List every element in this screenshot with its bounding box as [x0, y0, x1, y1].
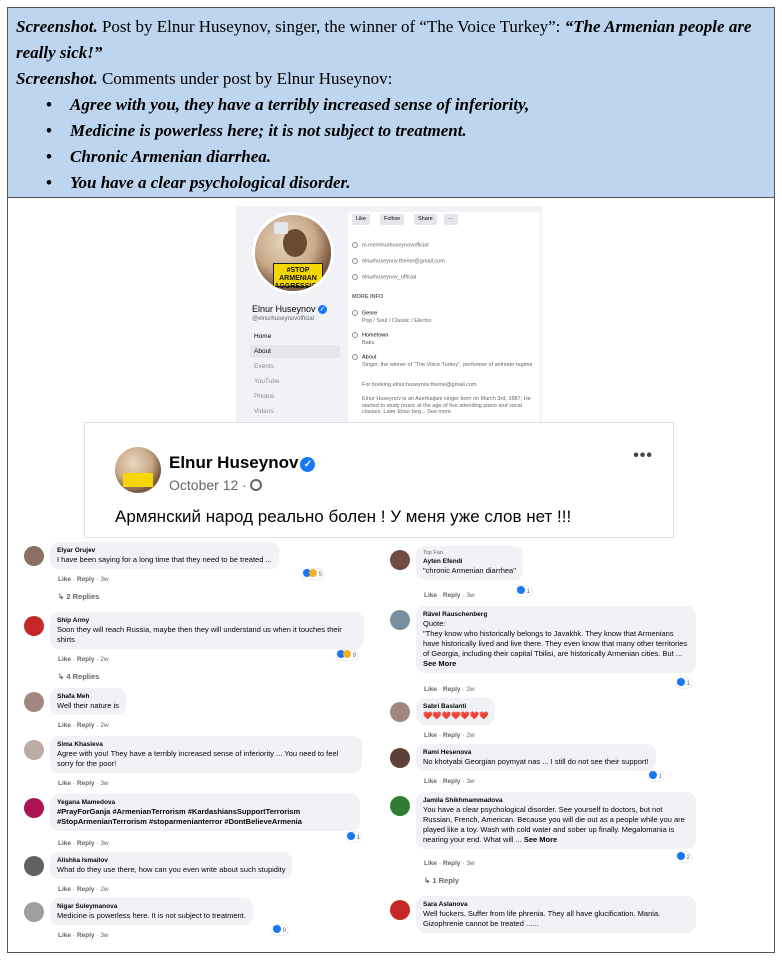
bullet-item: • You have a clear psychological disorder. [46, 170, 764, 196]
nav-about[interactable]: About [250, 345, 340, 358]
nav-events[interactable]: Events [254, 363, 274, 370]
comment-bubble [416, 698, 495, 725]
comments-right [386, 546, 706, 942]
comment-author[interactable]: Sara Aslanova [423, 901, 468, 908]
verified-icon: ✓ [319, 306, 326, 314]
avatar[interactable] [390, 550, 410, 570]
comment-text: Well fuckers. Suffer from life phrenia. They all have glucification. Mania. Gizophrenie cannot be treated ...... [423, 909, 661, 928]
booking-text: For booking elnur.huseynov.theme@gmail.com [362, 382, 477, 388]
genre-label: Genre [352, 310, 377, 316]
comment-bubble [416, 606, 696, 673]
reply-link[interactable]: Reply [76, 576, 95, 583]
comment-actions: Like · Reply · 3w [58, 932, 109, 939]
comment-bubble [416, 896, 696, 933]
reply-link[interactable]: Reply [76, 886, 95, 893]
comment-text: You have a clear psychological disorder. See yourself to doctors, but not Russian, French, American. Because you will die out as a people while you are played like a toy. Wash with cold water and sober up finally. Megalomania is nearing your end. What will ... See More [423, 805, 685, 844]
comment-actions: Like · Reply · 2w [58, 886, 109, 893]
like-link[interactable]: Like [424, 778, 438, 785]
comment-actions: Like · Reply · 3w [58, 840, 109, 847]
reply-link[interactable]: Reply [442, 686, 461, 693]
comment-author[interactable]: Shafa Meh [57, 693, 90, 700]
hometown-label: Hometown [352, 332, 388, 338]
view-replies-link[interactable]: ↳ 1 Reply [424, 876, 460, 885]
comment-actions: Like · Reply · 2w [424, 732, 475, 739]
comment-bubble [50, 688, 126, 715]
nav-youtube[interactable]: YouTube [254, 378, 280, 385]
comment-actions: Like · Reply · 2w [424, 686, 475, 693]
reply-link[interactable]: Reply [442, 860, 461, 867]
comment-actions: Like · Reply · 3w [424, 860, 475, 867]
reaction-count[interactable]: 1 [346, 832, 362, 842]
comment-text: What do they use there, how can you even write about such stupidity [57, 865, 286, 874]
comment-text: Soon they will reach Russia, maybe then they will understand us when it touches their shirts [57, 625, 342, 644]
globe-icon [250, 479, 262, 491]
instagram-row[interactable]: elnurhuseynov_official [352, 274, 416, 280]
post-text: Армянский народ реально болен ! У меня уже слов нет !!! [115, 507, 572, 526]
about-label: About [352, 354, 376, 360]
nav-videos[interactable]: Videos [254, 408, 274, 415]
reply-link[interactable]: Reply [76, 656, 95, 663]
reaction-count[interactable]: 9 [336, 650, 358, 660]
post-avatar[interactable] [115, 447, 161, 493]
camera-icon[interactable] [274, 222, 288, 234]
bullet-item: • Chronic Armenian diarrhea. [46, 144, 764, 170]
like-link[interactable]: Like [58, 722, 72, 729]
messenger-row[interactable]: m.me/elnurhuseynovofficial [352, 242, 429, 248]
comment-bubble [416, 546, 523, 580]
top-fan-badge: Top Fan [423, 550, 443, 556]
comment-bubble [416, 744, 656, 771]
avatar[interactable] [390, 702, 410, 722]
reaction-count[interactable]: 5 [302, 569, 324, 579]
avatar[interactable] [390, 748, 410, 768]
avatar[interactable] [390, 900, 410, 920]
like-page-button[interactable]: Like [352, 214, 370, 225]
profile-name[interactable]: Elnur Huseynov ✓ [252, 304, 326, 314]
instagram-icon [352, 274, 358, 280]
profile-about-panel [348, 212, 540, 422]
see-more-link[interactable]: See More [521, 835, 558, 844]
comment-actions: Like · Reply · 3w [58, 780, 109, 787]
like-link[interactable]: Like [424, 686, 438, 693]
comment-bubble [50, 736, 362, 773]
like-reaction-icon [347, 832, 355, 840]
share-button[interactable]: Share [414, 214, 437, 225]
caption-bullets [46, 92, 764, 196]
avatar[interactable] [24, 902, 44, 922]
post-author[interactable]: Elnur Huseynov ✓ [169, 453, 315, 473]
comment-author[interactable]: Sima Khasieva [57, 741, 103, 748]
comment-text: #PrayForGanja #ArmenianTerrorism #KardashiansSupportTerrorism #StopArmenianTerrorism #stoparmenianterror #DontBelieveArmenia [57, 807, 302, 826]
comments-left [20, 542, 370, 946]
comment-author[interactable]: Alishka Ismailov [57, 857, 108, 864]
comment-author[interactable]: Sabri Baslanti [423, 703, 467, 710]
like-reaction-icon [677, 852, 685, 860]
reaction-count[interactable]: 2 [676, 852, 692, 862]
comment-bubble [50, 898, 253, 925]
like-link[interactable]: Like [58, 656, 72, 663]
comment-actions: Like · Reply · 2w [58, 722, 109, 729]
bullet-item: • Agree with you, they have a terribly increased sense of inferiority, [46, 92, 764, 118]
sign-image [123, 473, 153, 487]
caption-line-2: Screenshot. Comments under post by Elnur Huseynov: [16, 69, 393, 88]
email-icon [352, 258, 358, 264]
follow-button[interactable]: Follow [380, 214, 404, 225]
genre-value: Pop / Soul / Classic / Electro [362, 318, 432, 324]
see-more-link[interactable]: See More [423, 659, 457, 668]
reply-link[interactable]: Reply [76, 840, 95, 847]
avatar[interactable] [390, 796, 410, 816]
like-link[interactable]: Like [424, 860, 438, 867]
comment-text: No khotyabi Georgian poymyat nas ... I still do not see their support! [423, 757, 649, 766]
comment-actions: Like · Reply · 3w [424, 778, 475, 785]
bullet-item: • Medicine is powerless here; it is not subject to treatment. [46, 118, 764, 144]
comment-bubble [50, 612, 364, 649]
comment-author[interactable]: Nigar Suleymanova [57, 903, 118, 910]
caption-box [8, 8, 774, 198]
more-info-heading: MORE INFO [352, 294, 384, 300]
profile-sidebar [236, 206, 344, 422]
messenger-icon [352, 242, 358, 248]
avatar[interactable] [24, 546, 44, 566]
view-replies-link[interactable]: ↳ 2 Replies [58, 592, 100, 601]
comment-author[interactable]: Rävel Rauschenberg [423, 611, 488, 618]
like-link[interactable]: Like [424, 592, 438, 599]
home-icon [352, 332, 358, 338]
view-replies-link[interactable]: ↳ 4 Replies [58, 672, 100, 681]
reaction-count[interactable]: 1 [648, 771, 664, 781]
reply-link[interactable]: Reply [76, 780, 95, 787]
reply-link[interactable]: Reply [442, 732, 461, 739]
nav-photos[interactable]: Photos [254, 393, 275, 400]
post-options-button[interactable]: ••• [633, 447, 653, 464]
like-link[interactable]: Like [58, 780, 72, 787]
profile-screenshot [236, 206, 542, 422]
comment-actions: Like · Reply · 2w [58, 656, 109, 663]
comment-author[interactable]: Ship Army [57, 617, 90, 624]
reply-link[interactable]: Reply [442, 778, 461, 785]
reply-link[interactable]: Reply [442, 592, 461, 599]
avatar[interactable] [24, 692, 44, 712]
comment-author[interactable]: Jamila Shikhmammadova [423, 797, 503, 804]
comment-text: I have been saying for a long time that they need to be treated ... [57, 555, 272, 564]
comment-text-quote: "They know who historically belongs to Javakhk. They know that Armenians have historically lived and live there. They even know that many other territories of Georgia, including their capital Tbilisi, are historically Armenian cities. But ... See More [423, 629, 688, 668]
post-card [84, 422, 674, 538]
avatar[interactable] [24, 856, 44, 876]
bio-text: Elnur Huseynov is an Azerbaijani singer born on March 3rd, 1987. He started to study music at the age of five attending piano and vocal classes. Later Elnur beg... See more [362, 396, 531, 415]
hometown-value: Baku [362, 340, 375, 346]
avatar[interactable] [24, 740, 44, 760]
like-link[interactable]: Like [58, 576, 72, 583]
comment-bubble [50, 794, 360, 831]
reaction-count[interactable]: 1 [516, 586, 532, 596]
reaction-count[interactable]: 9 [272, 925, 288, 935]
haha-reaction-icon [343, 650, 351, 658]
like-link[interactable]: Like [58, 932, 72, 939]
comment-actions: Like · Reply · 3w [424, 592, 475, 599]
comment-bubble [50, 852, 292, 879]
comment-author[interactable]: Rami Hesenova [423, 749, 472, 756]
about-value: Singer, the winner of "The Voice Turkey", performer of animate regime [362, 362, 533, 368]
like-reaction-icon [517, 586, 525, 594]
comment-author[interactable]: Ayten Efendi [423, 558, 463, 565]
like-link[interactable]: Like [424, 732, 438, 739]
comment-text: Well their nature is [57, 701, 119, 710]
sign-image: #STOP ARMENIAN AGGRESSION [273, 263, 323, 287]
post-date[interactable]: October 12 · [169, 477, 262, 493]
reply-link[interactable]: Reply [76, 722, 95, 729]
comment-actions: Like · Reply · 3w [58, 576, 109, 583]
avatar[interactable] [24, 798, 44, 818]
email-row[interactable]: elnurhuseynov.theme@gmail.com [352, 258, 445, 264]
comment-bubble [50, 542, 279, 569]
like-reaction-icon [273, 925, 281, 933]
like-reaction-icon [677, 678, 685, 686]
comment-bubble [416, 792, 696, 849]
comment-text: ❤️❤️❤️❤️❤️❤️❤️ [423, 711, 489, 720]
comment-text: Medicine is powerless here. It is not subject to treatment. [57, 911, 246, 920]
verified-icon: ✓ [300, 457, 315, 472]
info-icon [352, 354, 358, 360]
genre-icon [352, 310, 358, 316]
more-button[interactable]: ··· [444, 214, 458, 225]
profile-avatar[interactable] [252, 212, 334, 294]
like-reaction-icon [649, 771, 657, 779]
profile-handle: @elnurhuseynovofficial [252, 316, 315, 322]
comment-text: "chronic Armenian diarrhea" [423, 566, 516, 575]
reply-link[interactable]: Reply [76, 932, 95, 939]
comment-text: Agree with you! They have a terribly increased sense of inferiority ... You need to feel sorry for the poor! [57, 749, 339, 768]
comment-author[interactable]: Elyar Orujev [57, 547, 96, 554]
nav-home[interactable]: Home [254, 333, 272, 340]
caption-line-1: Screenshot. Post by Elnur Huseynov, singer, the winner of “The Voice Turkey”: “The Armenian people are really sick!” [16, 17, 752, 62]
haha-reaction-icon [309, 569, 317, 577]
comment-text: Quote: [423, 619, 446, 628]
avatar[interactable] [390, 610, 410, 630]
comment-author[interactable]: Yegana Mamedova [57, 799, 116, 806]
reaction-count[interactable]: 1 [676, 678, 692, 688]
avatar[interactable] [24, 616, 44, 636]
like-link[interactable]: Like [58, 886, 72, 893]
like-link[interactable]: Like [58, 840, 72, 847]
